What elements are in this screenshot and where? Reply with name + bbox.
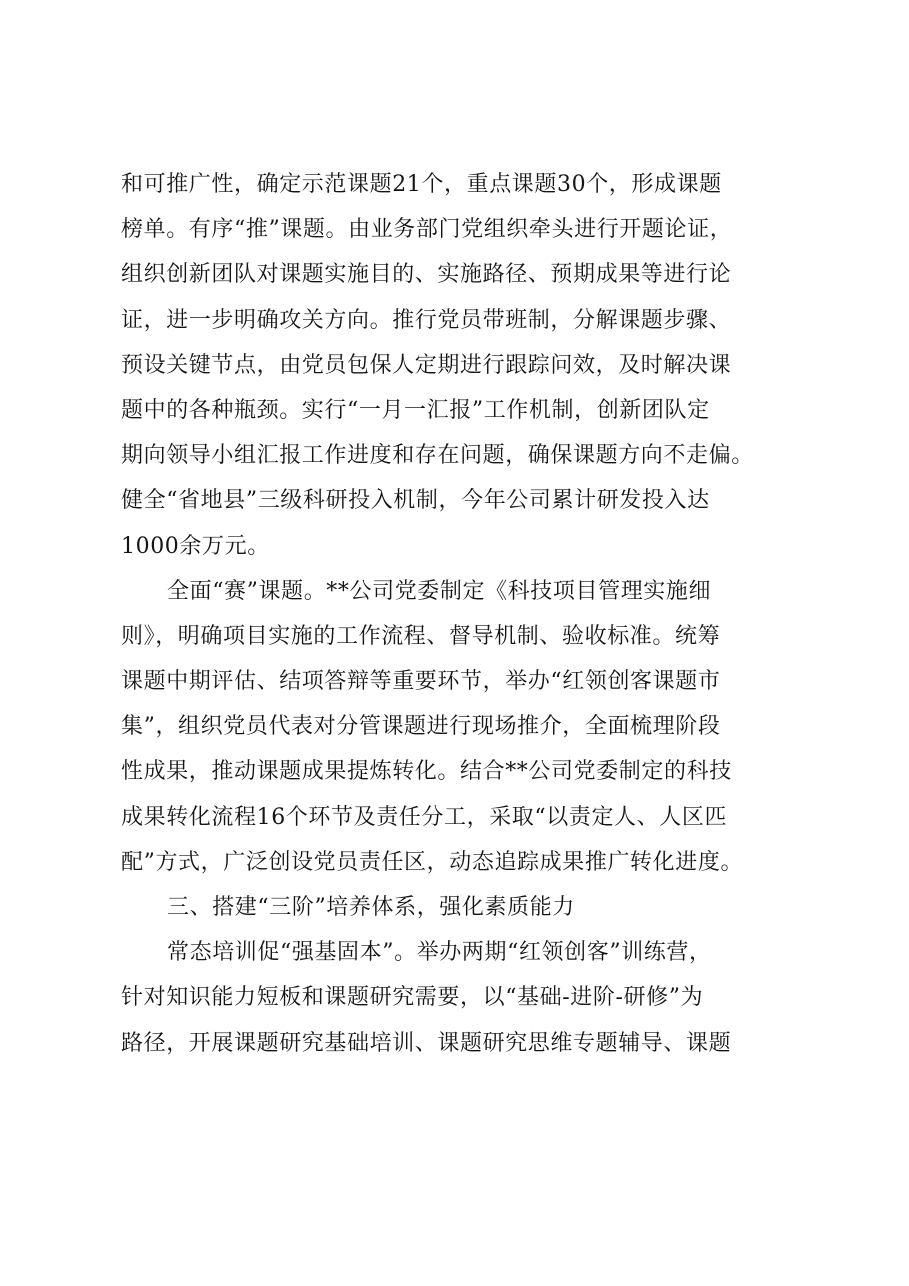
text-line: 集”，组织党员代表对分管课题进行现场推介，全面梳理阶段 xyxy=(121,714,721,740)
text-line: 配”方式，广泛创设党员责任区，动态追踪成果推广转化进度。 xyxy=(121,849,744,875)
text-line: 题中的各种瓶颈。实行“一月一汇报”工作机制，创新团队定 xyxy=(121,397,710,423)
text-line: 榜单。有序“推”课题。由业务部门党组织牵头进行开题论证， xyxy=(121,217,733,243)
text-line: 组织创新团队对课题实施目的、实施路径、预期成果等进行论 xyxy=(121,262,732,288)
text-line: 1000余万元。 xyxy=(121,533,270,559)
text-line: 全面“赛”课题。**公司党委制定《科技项目管理实施细 xyxy=(167,578,712,604)
text-line: 期向领导小组汇报工作进度和存在问题，确保课题方向不走偏。 xyxy=(121,443,754,469)
body-text xyxy=(121,162,801,1066)
text-line: 预设关键节点，由党员包保人定期进行跟踪问效，及时解决课 xyxy=(121,352,732,378)
text-line: 则》，明确项目实施的工作流程、督导机制、验收标准。统筹 xyxy=(121,623,721,649)
text-line: 健全“省地县”三级科研投入机制，今年公司累计研发投入达 xyxy=(121,488,710,514)
text-line: 和可推广性，确定示范课题21个，重点课题30个，形成课题 xyxy=(121,172,722,197)
text-line: 路径，开展课题研究基础培训、课题研究思维专题辅导、课题 xyxy=(121,1030,732,1056)
text-line: 成果转化流程16个环节及责任分工，采取“以责定人、人区匹 xyxy=(121,804,728,830)
text-line: 课题中期评估、结项答辩等重要环节，举办“红领创客课题市 xyxy=(121,669,721,695)
text-line: 性成果，推动课题成果提炼转化。结合**公司党委制定的科技 xyxy=(121,759,732,785)
text-line: 针对知识能力短板和课题研究需要，以“基础-进阶-研修”为 xyxy=(121,985,704,1011)
text-line: 三、搭建“三阶”培养体系，强化素质能力 xyxy=(167,895,575,920)
text-line: 证，进一步明确攻关方向。推行党员带班制，分解课题步骤、 xyxy=(121,307,732,333)
text-line: 常态培训促“强基固本”。举办两期“红领创客”训练营， xyxy=(167,940,712,966)
